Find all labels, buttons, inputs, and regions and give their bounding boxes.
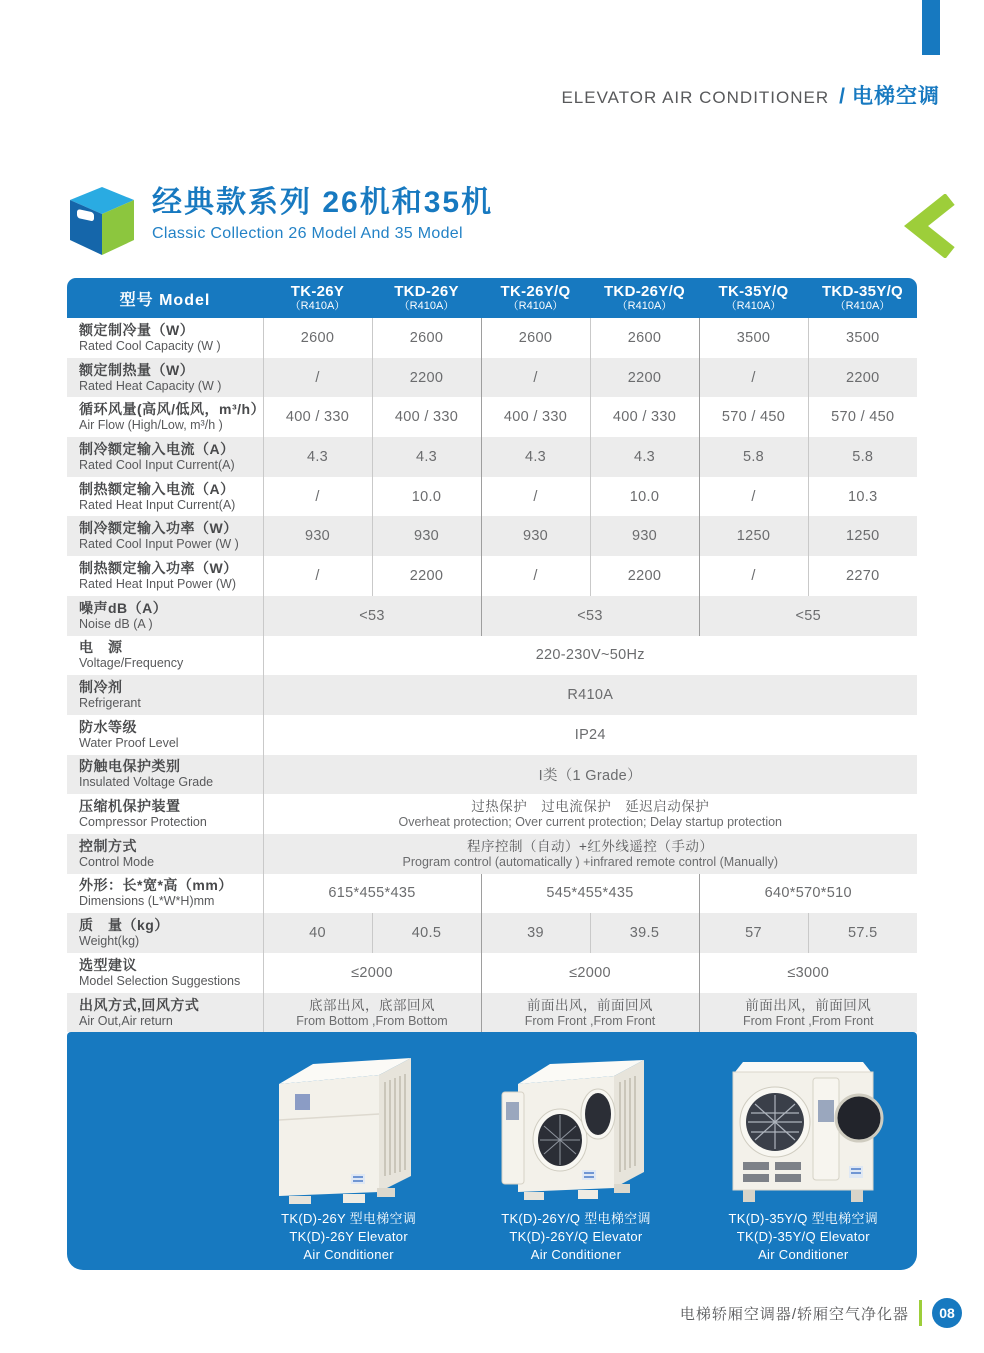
product-caption: TK(D)-35Y/Q 型电梯空调 TK(D)-35Y/Q Elevator Air Conditioner: [728, 1211, 879, 1262]
page-header: [561, 80, 940, 110]
model-corner-header: 型号 Model: [67, 278, 263, 318]
spec-row-selection: 选型建议 Model Selection Suggestions ≤2000 ≤2000 ≤3000: [67, 953, 917, 993]
spec-row-weight: 质 量（kg） Weight(kg) 40 40.5 39 39.5 57 57.5: [67, 913, 917, 953]
product-panel: [67, 1032, 917, 1270]
footer-text: 电梯轿厢空调器/轿厢空气净化器: [679, 1305, 909, 1323]
model-header-5: TKD-35Y/Q （R410A）: [808, 278, 917, 318]
section-title-en: Classic Collection 26 Model And 35 Model: [152, 225, 463, 242]
spec-row-control: 控制方式 Control Mode 程序控制（自动）+红外线遥控（手动） Program control (automatically ) +infrared remote control (Manually): [67, 834, 917, 874]
model-header-4: TK-35Y/Q （R410A）: [699, 278, 808, 318]
product-image-tk26yq: [486, 1048, 666, 1206]
footer-divider: [919, 1300, 922, 1326]
page-footer: [680, 1298, 962, 1328]
page-number-badge: 08: [932, 1298, 962, 1328]
cube-3d-icon: [68, 185, 136, 257]
spec-row-air-out: 出风方式,回风方式 Air Out,Air return 底部出风，底部回风 From Bottom ,From Bottom 前面出风，前面回风 From Front ,From Front 前面出风，前面回风 From Front ,From Front: [67, 993, 917, 1033]
section-title: [68, 183, 493, 257]
model-header-3: TKD-26Y/Q （R410A）: [590, 278, 699, 318]
spec-row-rated-heat-input-current: 制热额定输入电流（A） Rated Heat Input Current(A) / 10.0 / 10.0 / 10.3: [67, 477, 917, 517]
product-image-tk35yq: [713, 1048, 893, 1206]
product-tk35yq: [690, 1032, 917, 1270]
spec-table: [67, 278, 917, 1032]
spec-row-air-flow: 循环风量(高风/低风，m³/h） Air Flow (High/Low, m³/h ) 400 / 330 400 / 330 400 / 330 400 / 330 570 / 450 570 / 450: [67, 397, 917, 437]
product-tk26y: [235, 1032, 462, 1270]
spec-row-compressor: 压缩机保护装置 Compressor Protection 过热保护 过电流保护 延迟启动保护 Overheat protection; Over current protection; Delay startup protection: [67, 794, 917, 834]
model-header-2: TK-26Y/Q （R410A）: [481, 278, 590, 318]
product-image-tk26y: [259, 1048, 439, 1206]
spec-row-waterproof: 防水等级 Water Proof Level IP24: [67, 715, 917, 755]
spec-row-rated-heat-capacity: 额定制热量（W） Rated Heat Capacity (W ) / 2200 / 2200 / 2200: [67, 358, 917, 398]
model-header-0: TK-26Y （R410A）: [263, 278, 372, 318]
spec-row-dimensions: 外形：长*宽*高（mm） Dimensions (L*W*H)mm 615*455*435 545*455*435 640*570*510: [67, 874, 917, 914]
chevron-left-icon: [904, 194, 956, 258]
spec-row-voltage: 电 源 Voltage/Frequency 220-230V~50Hz: [67, 636, 917, 676]
model-header-1: TKD-26Y （R410A）: [372, 278, 481, 318]
page-header-title-en: ELEVATOR AIR CONDITIONER: [561, 88, 830, 107]
spec-row-rated-cool-input-power: 制冷额定输入功率（W） Rated Cool Input Power (W ) 930 930 930 930 1250 1250: [67, 516, 917, 556]
spec-row-rated-cool-input-current: 制冷额定输入电流（A） Rated Cool Input Current(A) 4.3 4.3 4.3 4.3 5.8 5.8: [67, 437, 917, 477]
spec-row-rated-heat-input-power: 制热额定输入功率（W） Rated Heat Input Power (W) / 2200 / 2200 / 2270: [67, 556, 917, 596]
spec-header-row: [67, 278, 917, 318]
spec-row-rated-cool-capacity: 额定制冷量（W） Rated Cool Capacity (W ) 2600 2600 2600 2600 3500 3500: [67, 318, 917, 358]
spec-row-refrigerant: 制冷剂 Refrigerant R410A: [67, 675, 917, 715]
page-header-title-zh: 电梯空调: [852, 85, 940, 108]
product-tk26yq: [462, 1032, 689, 1270]
page-header-separator: /: [839, 85, 845, 108]
product-caption: TK(D)-26Y 型电梯空调 TK(D)-26Y Elevator Air Conditioner: [281, 1211, 417, 1262]
top-edge-bar: [922, 0, 940, 55]
section-title-zh: 经典款系列 26机和35机: [152, 186, 494, 219]
product-caption: TK(D)-26Y/Q 型电梯空调 TK(D)-26Y/Q Elevator Air Conditioner: [501, 1211, 651, 1262]
spec-row-noise: 噪声dB（A） Noise dB (A ) <53 <53 <55: [67, 596, 917, 636]
spec-row-insulated: 防触电保护类别 Insulated Voltage Grade I类（1 Grade）: [67, 755, 917, 795]
